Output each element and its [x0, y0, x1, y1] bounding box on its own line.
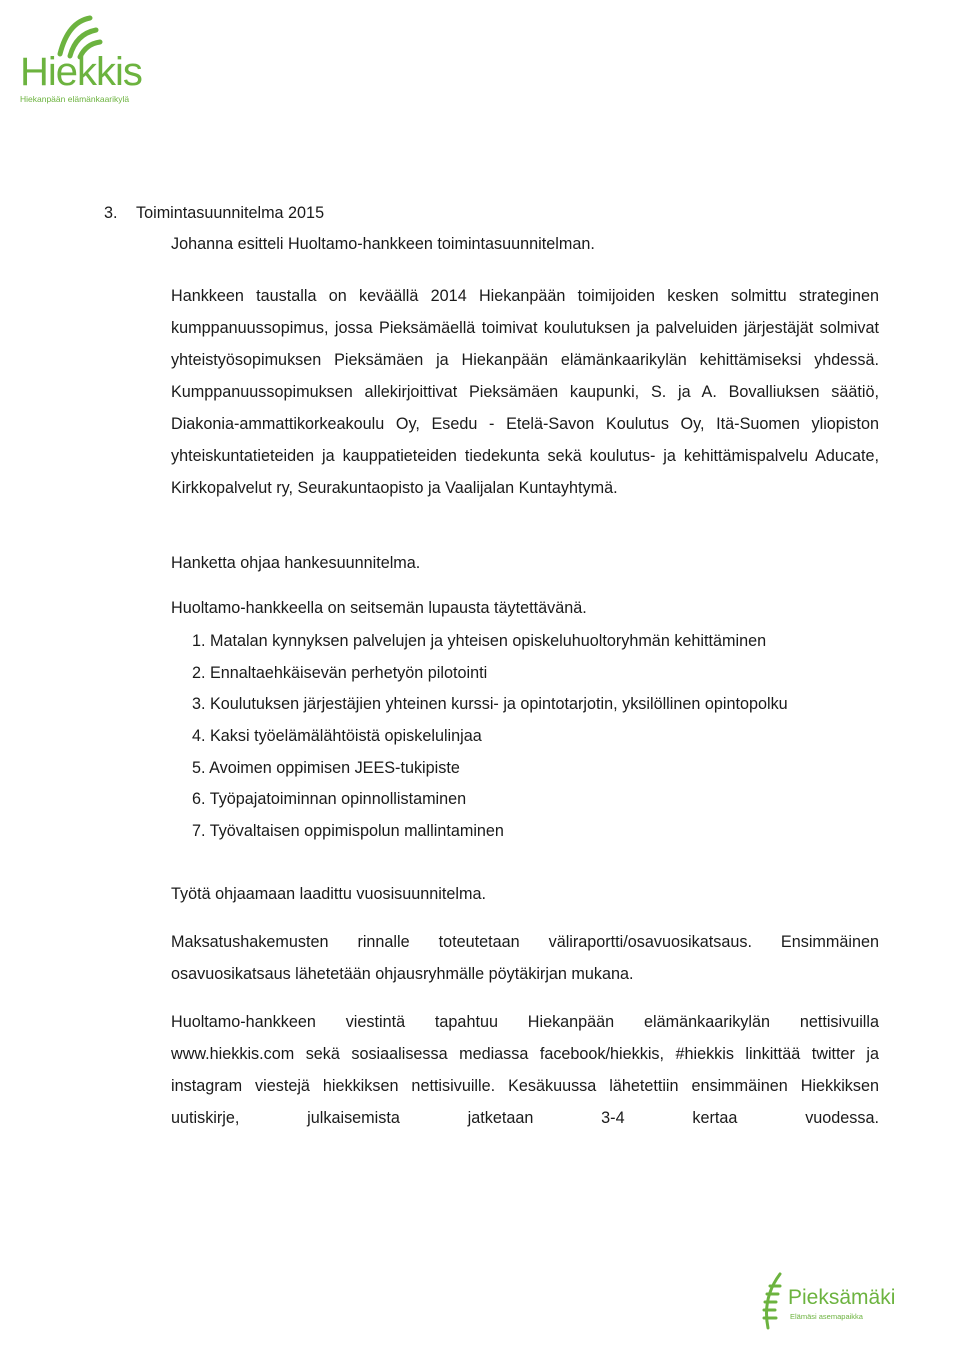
promise-item-5: 5. Avoimen oppimisen JEES-tukipiste [192, 759, 460, 777]
hiekkis-tagline: Hiekanpään elämänkaarikylä [20, 94, 130, 104]
hiekkis-wordmark: Hiekkis [20, 50, 142, 94]
promise-item-4: 4. Kaksi työelämälähtöistä opiskelulinjaa [192, 727, 482, 745]
promise-item-3: 3. Koulutuksen järjestäjien yhteinen kurssi- ja opintotarjotin, yksilöllinen opintopolku [192, 695, 788, 713]
pieksamaki-tagline: Elämäsi asemapaikka [790, 1312, 863, 1321]
promise-item-6: 6. Työpajatoiminnan opinnollistaminen [192, 790, 467, 808]
communication-paragraph: Huoltamo-hankkeen viestintä tapahtuu Hiekanpään elämänkaarikylän nettisivuilla www.hiekkis.com sekä sosiaalisessa mediassa facebook/hiekkis, #hiekkis linkittää twitter ja instagram viestejä hiekkiksen nettisivuille. Kesäkuussa lähetettiin ensimmäinen Hiekkiksen uutiskirje, julkaisemista jatketaan 3-4 kertaa vuodessa. [171, 1013, 879, 1127]
section-intro: Johanna esitteli Huoltamo-hankkeen toimintasuunnitelman. [171, 235, 595, 253]
reporting-paragraph: Maksatushakemusten rinnalle toteutetaan väliraportti/osavuosikatsaus. Ensimmäinen osavuosikatsaus lähetetään ohjausryhmälle pöytäkirjan mukana. [171, 933, 879, 983]
promise-item-2: 2. Ennaltaehkäisevän perhetyön pilotointi [192, 664, 488, 682]
pieksamaki-wordmark: Pieksämäki [788, 1286, 896, 1309]
section-number: 3. [104, 204, 118, 222]
pieksamaki-emblem-icon [760, 1268, 790, 1332]
background-paragraph: Hankkeen taustalla on keväällä 2014 Hiekanpään toimijoiden kesken solmittu strateginen kumppanuussopimus, jossa Pieksämäellä toimivat koulutuksen ja palveluiden järjestäjät solmivat yhteistyösopimuksen Pieksämäen ja Hiekanpään elämänkaarikylän kehittämiseksi yhdessä. Kumppanuussopimuksen allekirjoittivat Pieksämäen kaupunki, S. ja A. Bovalliuksen säätiö, Diakonia-ammattikorkeakoulu Oy, Esedu - Etelä-Savon Koulutus Oy, Itä-Suomen yliopiston yhteiskuntatieteiden ja kauppatieteiden tiedekunta sekä koulutus- ja kehittämispalvelu Aducate, Kirkkopalvelut ry, Seurakuntaopisto ja Vaalijalan Kuntayhtymä. [171, 287, 879, 497]
promise-item-1: 1. Matalan kynnyksen palvelujen ja yhteisen opiskeluhuoltoryhmän kehittäminen [192, 632, 767, 650]
plan-paragraph: Työtä ohjaamaan laadittu vuosisuunnitelma. [171, 885, 486, 903]
section-title: Toimintasuunnitelma 2015 [136, 204, 325, 222]
promise-item-7: 7. Työvaltaisen oppimispolun mallintaminen [192, 822, 504, 840]
guidance-paragraph: Hanketta ohjaa hankesuunnitelma. [171, 554, 421, 572]
hiekkis-logo [20, 12, 140, 104]
promises-intro: Huoltamo-hankkeella on seitsemän lupausta täytettävänä. [171, 599, 587, 617]
pieksamaki-logo [760, 1268, 896, 1338]
